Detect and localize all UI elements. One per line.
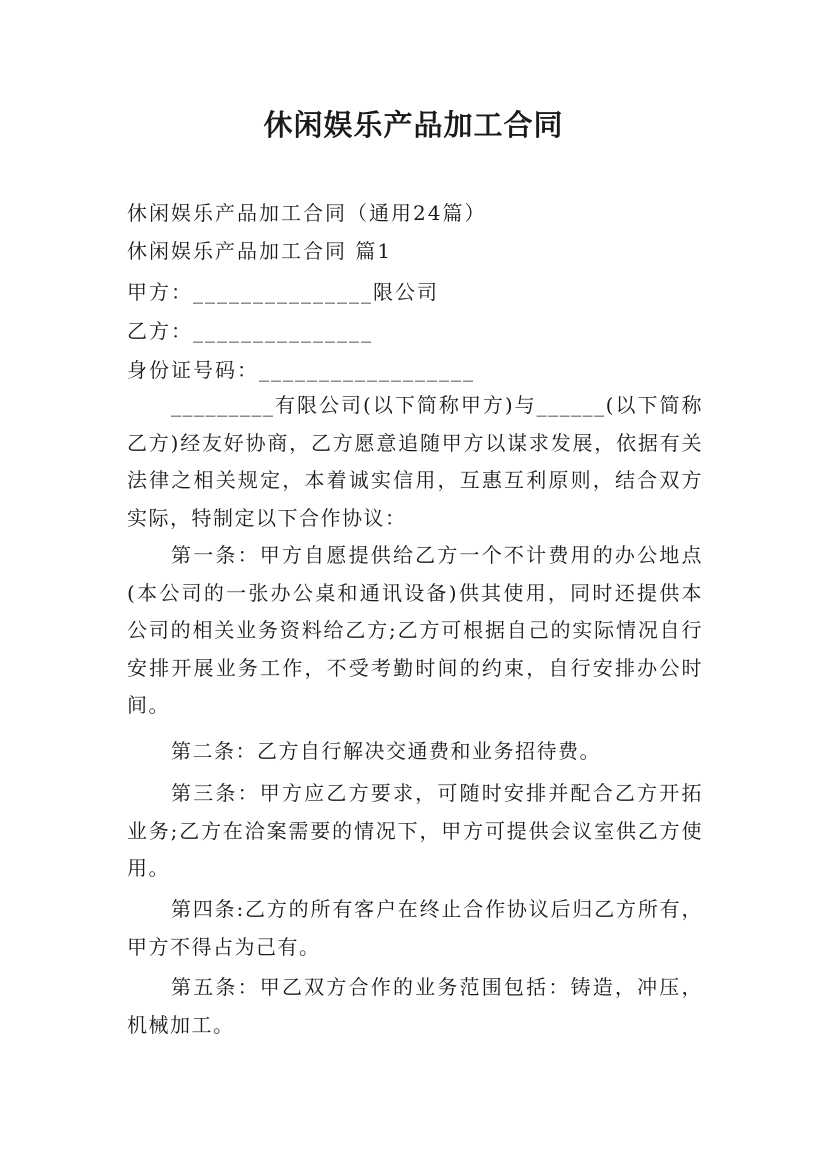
document-title: 休闲娱乐产品加工合同 xyxy=(263,108,564,142)
article-2-paragraph: 第二条：乙方自行解决交通费和业务招待费。 xyxy=(171,739,601,763)
article-3-paragraph: 第三条：甲方应乙方要求，可随时安排并配合乙方开拓业务;乙方在洽案需要的情况下，甲方可提供会议室供乙方使用。 xyxy=(127,781,703,880)
party-b-line: 乙方：_______________ xyxy=(127,319,373,343)
party-a-line: 甲方：_______________限公司 xyxy=(127,280,439,304)
intro-paragraph: _________有限公司(以下简称甲方)与______(以下简称乙方)经友好协商，乙方愿意追随甲方以谋求发展，依据有关法律之相关规定，本着诚实信用，互惠互利原则，结合双方实际，特制定以下合作协议： xyxy=(127,393,703,530)
section-heading: 休闲娱乐产品加工合同 篇1 xyxy=(127,239,393,263)
article-5-paragraph: 第五条：甲乙双方合作的业务范围包括：铸造，冲压，机械加工。 xyxy=(127,975,703,1037)
article-4-paragraph: 第四条:乙方的所有客户在终止合作协议后归乙方所有，甲方不得占为己有。 xyxy=(127,897,703,959)
id-number-line: 身份证号码：__________________ xyxy=(127,358,475,382)
article-1-paragraph: 第一条：甲方自愿提供给乙方一个不计费用的办公地点(本公司的一张办公桌和通讯设备)供其使用，同时还提供本公司的相关业务资料给乙方;乙方可根据自己的实际情况自行安排开展业务工作，不受考勤时间的约束，自行安排办公时间。 xyxy=(127,543,703,717)
document-subtitle: 休闲娱乐产品加工合同（通用24篇） xyxy=(127,201,487,225)
